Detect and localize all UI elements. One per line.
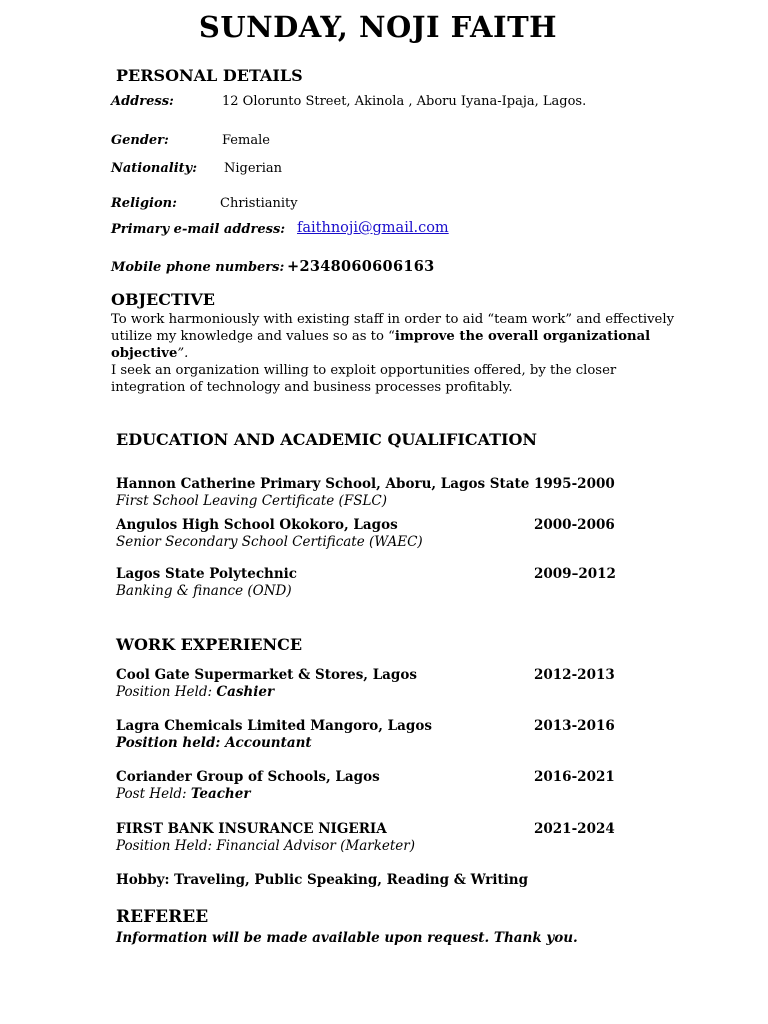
work-experience-heading: WORK EXPERIENCE (116, 635, 303, 654)
email-link[interactable]: faithnoji@gmail.com (297, 220, 449, 236)
education-school: Angulos High School Okokoro, Lagos (116, 517, 398, 533)
work-years: 2012-2013 (534, 667, 615, 683)
education-certificate: First School Leaving Certificate (FSLC) (116, 493, 388, 509)
education-certificate: Banking & finance (OND) (116, 583, 292, 599)
education-years: 2000-2006 (534, 517, 615, 533)
education-heading: EDUCATION AND ACADEMIC QUALIFICATION (116, 430, 538, 449)
referee-text: Information will be made available upon request. Thank you. (116, 930, 578, 946)
work-organization: Coriander Group of Schools, Lagos (116, 769, 380, 785)
education-school: Lagos State Polytechnic (116, 566, 298, 582)
nationality-label: Nationality: (111, 161, 198, 176)
objective-text-1: To work harmoniously with existing staff in order to aid “team work” and effectively utilize my knowledge and values so as to “ (111, 312, 675, 344)
work-position (116, 735, 312, 751)
education-certificate: Senior Secondary School Certificate (WAEC) (116, 534, 423, 550)
address-label: Address: (111, 94, 174, 109)
phone-label: Mobile phone numbers: (111, 260, 285, 275)
work-organization: FIRST BANK INSURANCE NIGERIA (116, 821, 387, 837)
objective-text-2: ”. (177, 346, 189, 361)
resume-name: SUNDAY, NOJI FAITH (198, 10, 558, 44)
work-years: 2016-2021 (534, 769, 615, 785)
phone-value: +2348060606163 (287, 258, 435, 275)
work-years: 2013-2016 (534, 718, 615, 734)
work-position (116, 838, 415, 854)
work-position-label: Position held: (116, 735, 226, 751)
referee-heading: REFEREE (116, 907, 209, 927)
gender-value: Female (222, 133, 270, 148)
gender-label: Gender: (111, 133, 169, 148)
education-school: Hannon Catherine Primary School, Aboru, Lagos State (116, 476, 530, 492)
work-organization: Lagra Chemicals Limited Mangoro, Lagos (116, 718, 432, 734)
address-value: 12 Olorunto Street, Akinola , Aboru Iyana-Ipaja, Lagos. (222, 94, 587, 109)
work-position (116, 684, 274, 700)
work-position-title: Cashier (216, 684, 275, 700)
religion-label: Religion: (111, 196, 177, 211)
objective-text-3: I seek an organization willing to exploit opportunities offered, by the closer integration of technology and business processes profitably. (111, 363, 617, 395)
work-position-label: Post Held: (116, 786, 191, 802)
objective-emphasis: improve the overall organizational objective (111, 329, 651, 361)
work-position (116, 786, 250, 802)
objective-paragraph (111, 311, 681, 396)
education-years: 1995-2000 (534, 476, 615, 492)
objective-heading: OBJECTIVE (111, 290, 215, 309)
work-position-title: Teacher (190, 786, 251, 802)
work-position-title: Accountant (225, 735, 312, 751)
work-position-title: Financial Advisor (Marketer) (216, 838, 416, 854)
work-position-label: Position Held: (116, 684, 217, 700)
work-years: 2021-2024 (534, 821, 615, 837)
work-position-label: Position Held: (116, 838, 217, 854)
education-years: 2009–2012 (534, 566, 616, 582)
nationality-value: Nigerian (224, 161, 283, 176)
work-organization: Cool Gate Supermarket & Stores, Lagos (116, 667, 417, 683)
personal-details-heading: PERSONAL DETAILS (116, 66, 303, 85)
religion-value: Christianity (220, 196, 298, 211)
email-label: Primary e-mail address: (111, 222, 286, 237)
hobby-line: Hobby: Traveling, Public Speaking, Reading & Writing (116, 872, 529, 888)
